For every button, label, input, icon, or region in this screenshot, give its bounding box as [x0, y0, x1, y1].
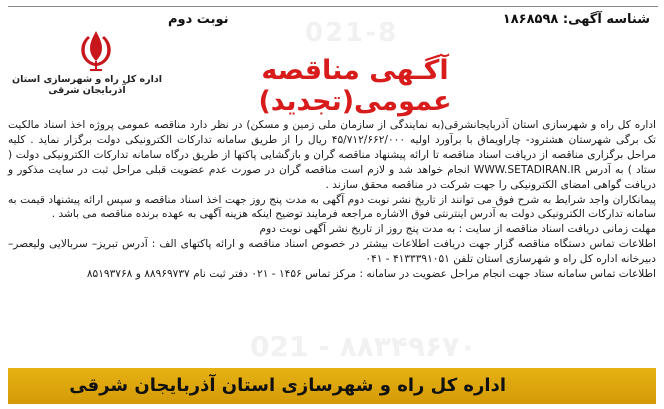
logo-caption: اداره کل راه و شهرسازی استان آذربایجان شرقی [11, 74, 162, 96]
ad-number: شناسه آگهی: ۱۸۶۸۵۹۸ [502, 12, 650, 27]
footer-organization-name: اداره کل راه و شهرسازی استان آذربایجان شرقی [69, 375, 506, 396]
body-paragraph: اداره کل راه و شهرسازی استان آذربایجانشرقی(به نمایندگی از سازمان ملی زمین و مسکن) در نظر دارد مناقصه عمومی پروژه اخذ اسناد مالکیت تک برگی شهرستان هشترود- چاراویماق با برآورد اولیه ۴۵/۷۱۲/۶۶۲/۰۰۰ ریال را از طریق سامانه تدارکات الکترونیکی دولت برگزار نماید . کلیه مراحل برگزاری مناقصه از دریافت اسناد مناقصه تا ارائه پیشنهاد مناقصه گران و بازگشایی پاکتها از طریق درگاه سامانه تدارکات الکترونیکی دولت ( ستاد ) به آدرس WWW.SETADIRAN.IR انجام خواهد شد و لازم است مناقصه گران در صورت عدم عضویت قبلی مراحل ثبت در سایت مذکور و دریافت گواهی امضای الکترونیکی را جهت شرکت در مناقصه محقق سازند . [8, 119, 656, 191]
advertisement-body [8, 118, 656, 282]
iran-emblem-icon [76, 28, 116, 72]
body-paragraph: پیمانکاران واجد شرایط به شرح فوق می توانند از تاریخ نشر نوبت دوم آگهی به مدت پنج روز جهت اخذ اسناد مناقصه و سپس ارائه پیشنهاد قیمت به سامانه تدارکات الکترونیکی دولت به آدرس اینترنتی فوق الاشاره مراجعه فرمایند توضیح اینکه هزینه آگهی به عهده برنده مناقصه می باشد . [8, 193, 656, 221]
organization-logo [12, 28, 162, 116]
body-paragraph: اطلاعات تماس دستگاه مناقصه گزار جهت دریافت اطلاعات بیشتر در خصوص اسناد مناقصه و ارائه پاکتهای الف : آدرس تبریز– سربالایی ولیعصر– دبیرخانه اداره کل راه و شهرسازی استان تلفن ۴۱۳۳۳۹۱۰۵۱ - ۰۴۱ [8, 238, 656, 266]
watermark-top: 021-8 [305, 18, 399, 48]
page-title: آگـهی مناقصه عمومی(تجدید) [258, 55, 452, 117]
body-paragraph: مهلت زمانی دریافت اسناد مناقصه از سایت : به مدت پنج روز از تاریخ نشر آگهی نوبت دوم [259, 223, 656, 236]
footer-banner [8, 368, 656, 404]
top-divider [8, 6, 658, 7]
watermark-bottom: 021 - ۸۸۳۴۹۶۷۰ [250, 330, 477, 363]
body-paragraph: اطلاعات تماس سامانه ستاد جهت انجام مراحل عضویت در سامانه : مرکز تماس ۱۴۵۶ - ۰۲۱ دفتر ثبت نام ۸۸۹۶۹۷۳۷ و ۸۵۱۹۳۷۶۸ [86, 268, 656, 281]
publication-round: نوبت دوم [168, 12, 229, 27]
